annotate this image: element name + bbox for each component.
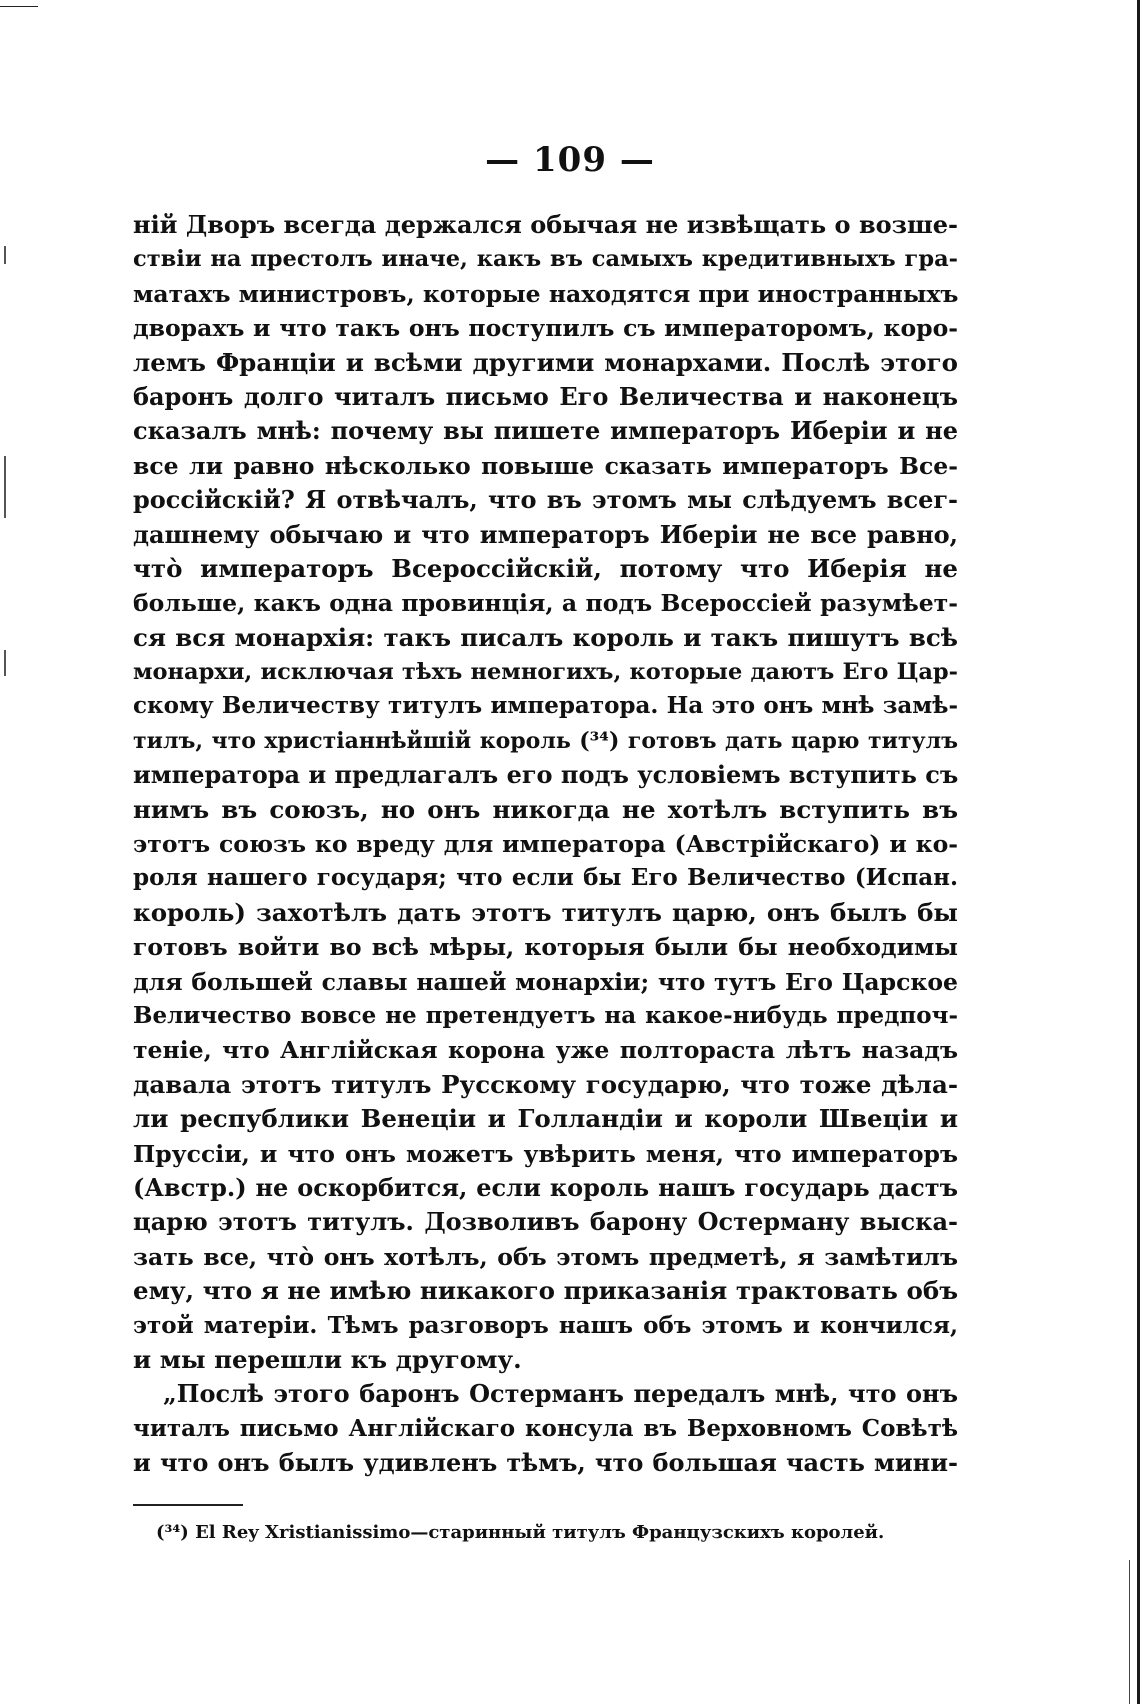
text-line: монархи, исключая тѣхъ немногихъ, которые даютъ Его Цар- <box>133 659 958 686</box>
top-edge-rule <box>0 6 38 7</box>
text-line: для большей славы нашей монархіи; что тутъ Его Царское <box>133 967 958 996</box>
text-line: читалъ письмо Англійскаго консула въ Верховномъ Совѣтѣ <box>133 1414 958 1442</box>
footnote-rule <box>133 1504 243 1506</box>
right-edge-line <box>1129 1560 1130 1704</box>
text-line: давала этотъ титулъ Русскому государю, что тоже дѣла- <box>133 1069 958 1099</box>
text-line: сказалъ мнѣ: почему вы пишете императоръ Иберіи и не <box>133 416 958 446</box>
text-line: императора и предлагалъ его подъ условіемъ вступить съ <box>133 760 958 790</box>
margin-mark <box>4 650 6 676</box>
text-line: россійскій? Я отвѣчалъ, что въ этомъ мы слѣдуемъ всег- <box>133 485 958 515</box>
text-line: все ли равно нѣсколько повыше сказать императоръ Все- <box>133 451 958 480</box>
text-line: теніе, что Англійская корона уже полтораста лѣтъ назадъ <box>133 1036 958 1065</box>
text-line: и мы перешли къ другому. <box>133 1344 522 1374</box>
margin-mark <box>4 246 6 264</box>
text-line: Пруссіи, и что онъ можетъ увѣрить меня, что императоръ <box>133 1139 958 1168</box>
text-line: матахъ министровъ, которые находятся при иностранныхъ <box>133 279 958 308</box>
text-line: тилъ, что христіаннѣйшій король (³⁴) готовъ дать царю титулъ <box>133 727 958 754</box>
text-line: Величество вовсе не претендуетъ на какое-нибудь предпоч- <box>133 1001 958 1029</box>
text-line: ствіи на престолъ иначе, какъ въ самыхъ кредитивныхъ гра- <box>133 246 958 273</box>
text-line: ли республики Венеціи и Голландіи и короли Швеціи и <box>133 1104 958 1134</box>
text-line: нимъ въ союзъ, но онъ никогда не хотѣлъ вступить въ <box>133 794 958 824</box>
text-line: баронъ долго читалъ письмо Его Величества и наконецъ <box>133 381 958 411</box>
text-line: дворахъ и что такъ онъ поступилъ съ императоромъ, коро- <box>133 314 958 343</box>
text-line: ній Дворъ всегда держался обычая не извѣщать о возше- <box>133 210 958 239</box>
text-line: дашнему обычаю и что императоръ Иберіи не все равно, <box>133 519 958 549</box>
text-line: готовъ войти во всѣ мѣры, которыя были бы необходимы <box>133 933 958 962</box>
margin-mark <box>4 456 6 518</box>
text-line: этотъ союзъ ко вреду для императора (Австрійскаго) и ко- <box>133 830 958 859</box>
text-line: скому Величеству титулъ императора. На это онъ мнѣ замѣ- <box>133 692 958 720</box>
body-text <box>133 208 958 1480</box>
text-line: король) захотѣлъ дать этотъ титулъ царю, онъ былъ бы <box>133 897 958 927</box>
text-line: зать все, чтò онъ хотѣлъ, объ этомъ предметѣ, я замѣтилъ <box>133 1242 958 1271</box>
text-line: (Австр.) не оскорбится, если король нашъ государь дастъ <box>133 1172 958 1202</box>
text-line: роля нашего государя; что если бы Его Величество (Испан. <box>133 864 958 892</box>
text-line: лемъ Франціи и всѣми другими монархами. Послѣ этого <box>133 347 958 377</box>
page-number: — 109 — <box>485 140 655 180</box>
text-line: чтò императоръ Всероссійскій, потому что Иберія не <box>133 553 958 583</box>
text-line: больше, какъ одна провинція, а подъ Всероссіей разумѣет- <box>133 589 958 618</box>
footnote: (³⁴) El Rey Xristianissimo—старинный титулъ Французскихъ королей. <box>156 1522 885 1543</box>
text-line: „Послѣ этого баронъ Остерманъ передалъ мнѣ, что онъ <box>163 1379 958 1409</box>
text-line: ся вся монархія: такъ писалъ король и такъ пишутъ всѣ <box>133 622 958 652</box>
text-line: и что онъ былъ удивленъ тѣмъ, что большая часть мини- <box>133 1448 958 1478</box>
text-line: этой матеріи. Тѣмъ разговоръ нашъ объ этомъ и кончился, <box>133 1311 958 1339</box>
text-line: ему, что я не имѣю никакого приказанія трактовать объ <box>133 1276 958 1306</box>
text-line: царю этотъ титулъ. Дозволивъ барону Остерману выска- <box>133 1207 958 1237</box>
